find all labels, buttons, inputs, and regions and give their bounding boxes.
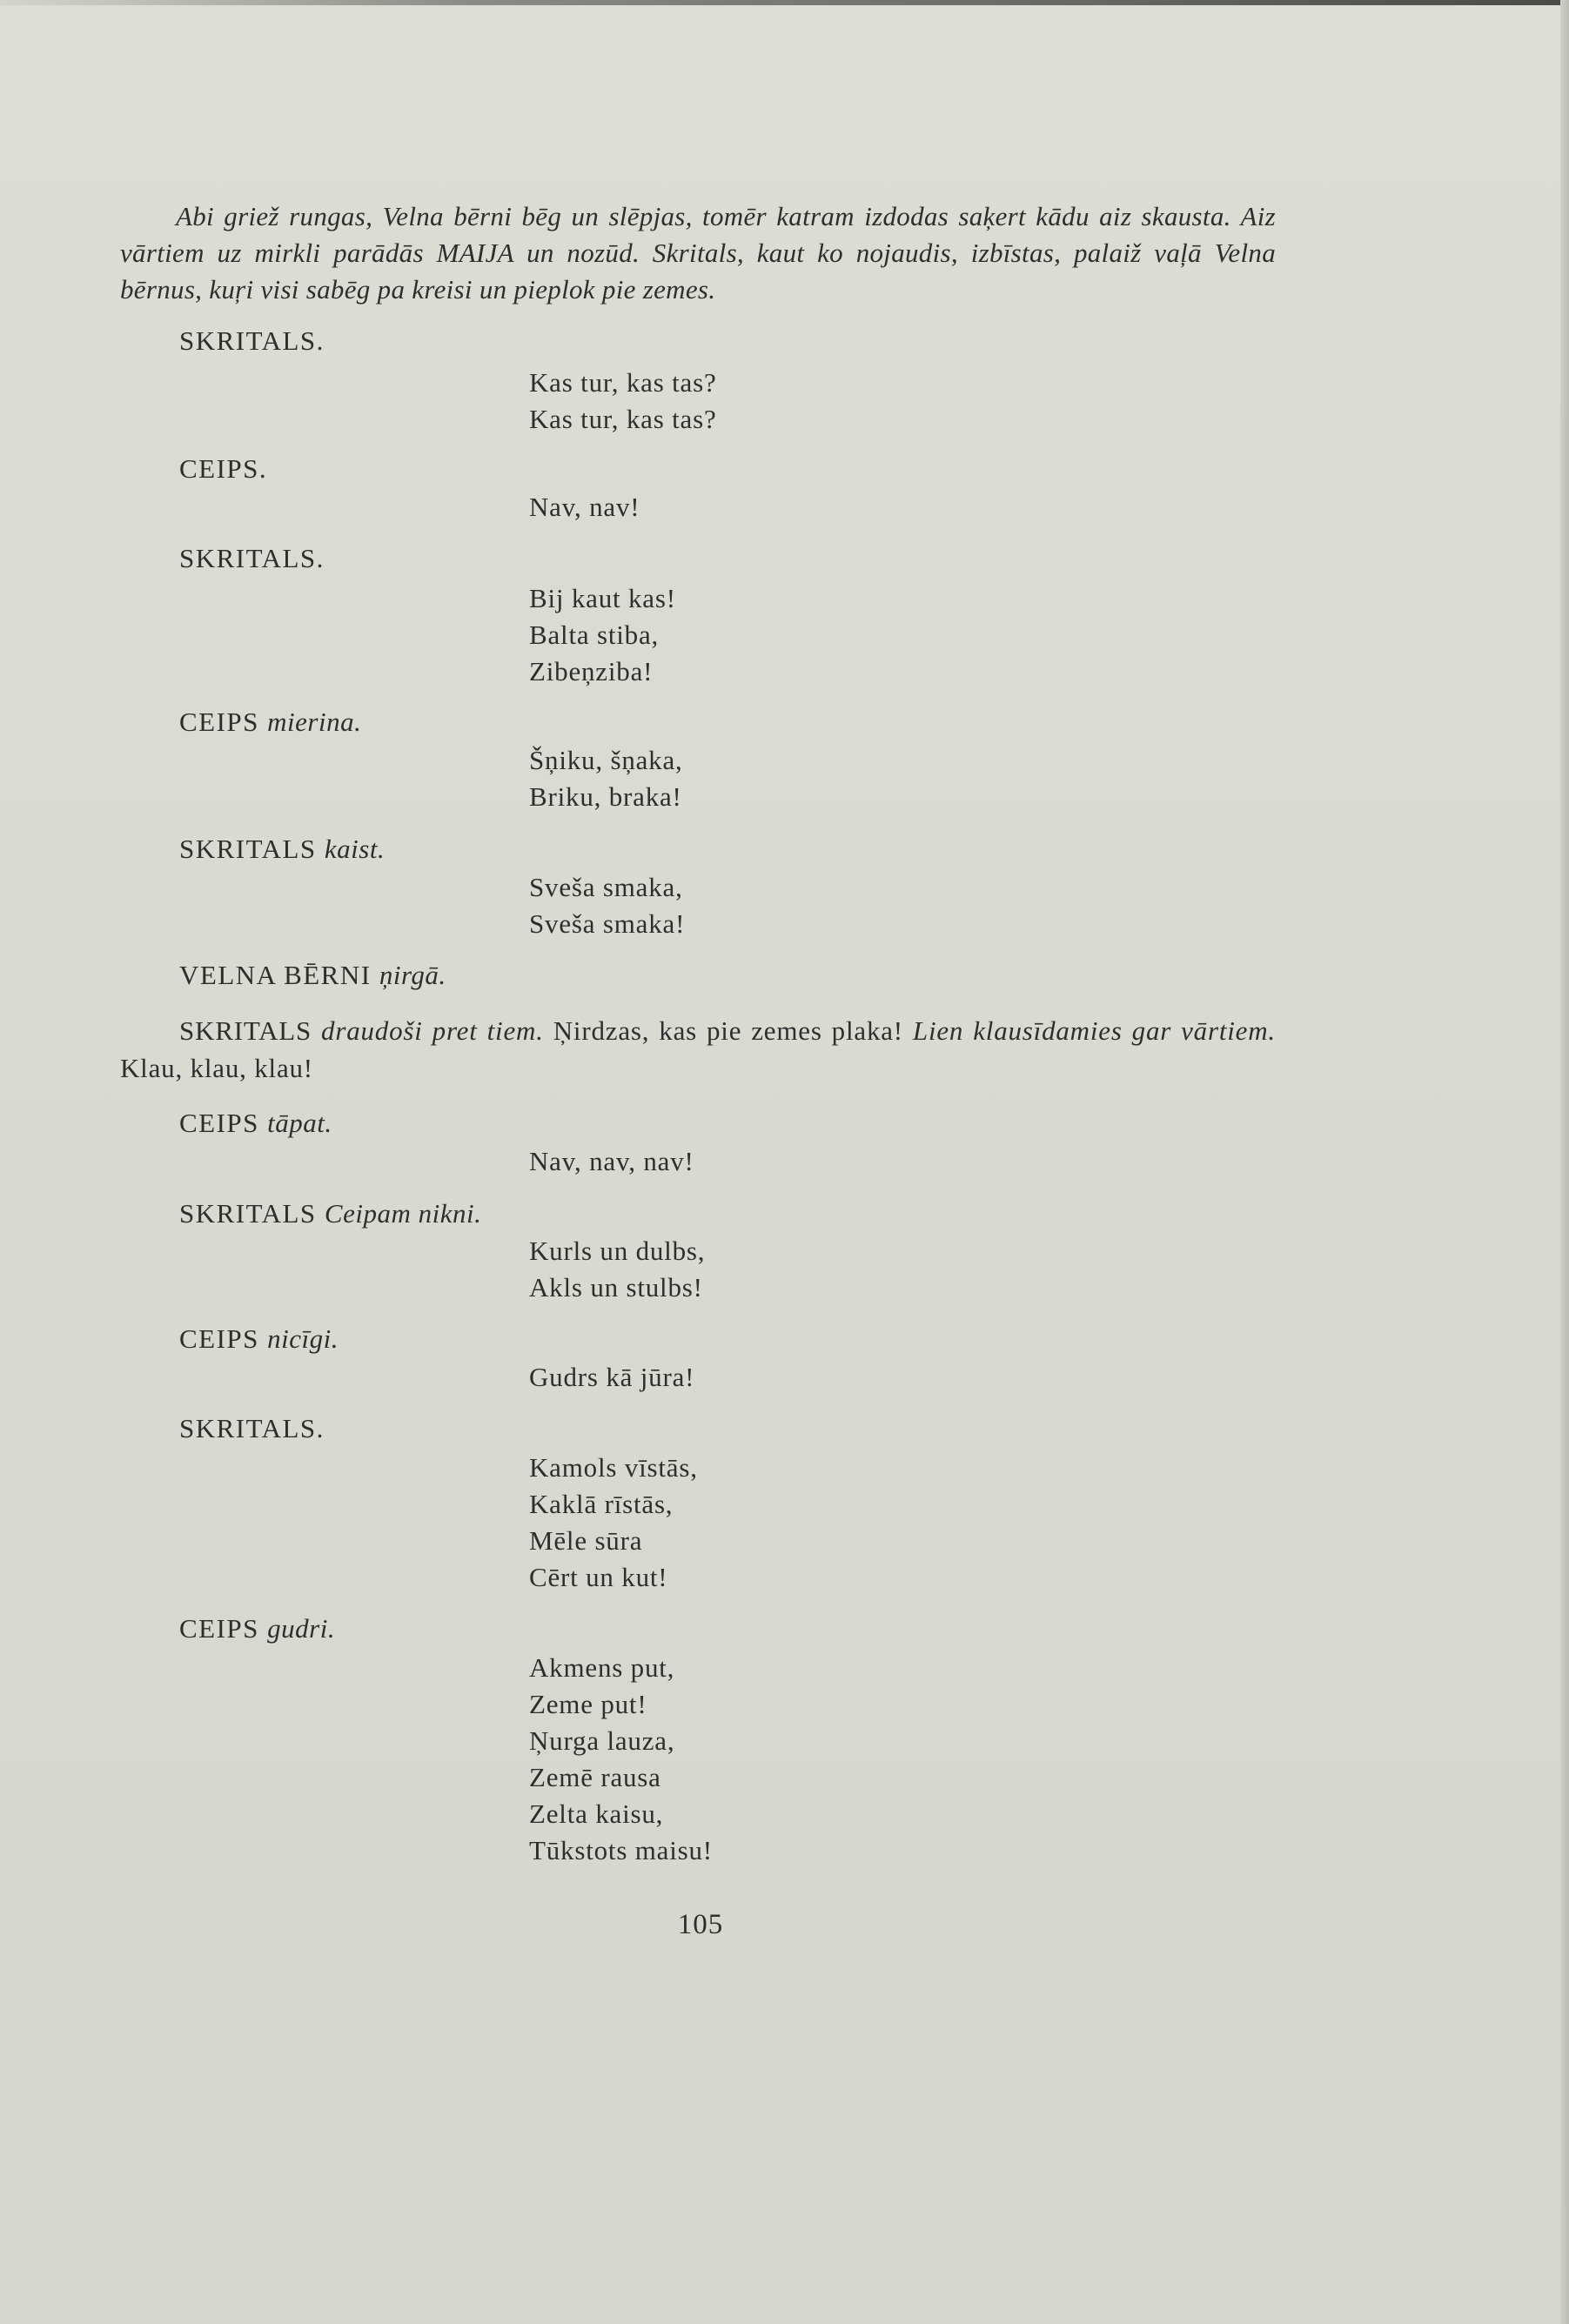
speaker-direction: ņirgā. bbox=[379, 960, 446, 990]
speaker-label: SKRITALS. bbox=[179, 1413, 325, 1443]
verse-line: Ņurga lauza, bbox=[529, 1725, 675, 1756]
verse-line: Cērt un kut! bbox=[529, 1562, 668, 1592]
speaker-label: CEIPS nicīgi. bbox=[179, 1323, 339, 1354]
speaker-direction: draudoši pret tiem. bbox=[321, 1015, 544, 1046]
speech-text: Ņirdzas, kas pie zemes plaka! bbox=[553, 1015, 903, 1046]
verse-line: Kas tur, kas tas? bbox=[529, 404, 717, 434]
speaker-label: CEIPS mierina. bbox=[179, 707, 362, 737]
verse-line: Bij kaut kas! bbox=[529, 583, 676, 613]
verse-line: Mēle sūra bbox=[529, 1525, 643, 1556]
verse-line: Akmens put, bbox=[529, 1652, 675, 1683]
scan-top-edge bbox=[0, 0, 1569, 5]
verse-block bbox=[529, 1450, 698, 1596]
verse-block bbox=[529, 742, 683, 815]
verse-line: Sveša smaka! bbox=[529, 908, 686, 939]
speaker-label: CEIPS tāpat. bbox=[179, 1108, 332, 1138]
verse-block bbox=[529, 1650, 713, 1869]
verse-line: Kaklā rīstās, bbox=[529, 1489, 674, 1519]
verse-line: Zelta kaisu, bbox=[529, 1798, 664, 1829]
speaker-direction: mierina. bbox=[267, 707, 362, 737]
speaker-label: SKRITALS Ceipam nikni. bbox=[179, 1198, 482, 1229]
speaker-direction: tāpat. bbox=[267, 1108, 332, 1138]
stage-direction bbox=[120, 198, 1276, 308]
verse-line: Sveša smaka, bbox=[529, 872, 683, 902]
verse-block bbox=[529, 580, 676, 690]
verse-line: Zeme put! bbox=[529, 1689, 647, 1719]
verse-line: Kurls un dulbs, bbox=[529, 1236, 706, 1266]
stage-direction-text: Abi griež rungas, Velna bērni bēg un slēpjas, tomēr katram izdodas saķert kādu aiz skausta. Aiz vārtiem uz mirkli parādās MAIJA un nozūd. Skritals, kaut ko nojaudis, izbīstas, palaiž vaļā Velna bērnus, kuŗi visi sabēg pa kreisi un pieplok pie zemes. bbox=[120, 201, 1276, 305]
verse-block bbox=[529, 1143, 694, 1180]
verse-line: Tūkstots maisu! bbox=[529, 1835, 713, 1865]
verse-line: Balta stiba, bbox=[529, 620, 660, 650]
speaker-label: CEIPS gudri. bbox=[179, 1613, 336, 1644]
inline-stage-direction: Lien klausīdamies gar vārtiem. bbox=[912, 1015, 1276, 1046]
verse-line: Nav, nav, nav! bbox=[529, 1146, 694, 1176]
speaker-label: CEIPS. bbox=[179, 453, 268, 484]
verse-block bbox=[529, 489, 640, 526]
threat-paragraph: SKRITALS draudoši pret tiem. Ņirdzas, kas pie zemes plaka! Lien klausīdamies gar vārtiem. Klau, klau, klau! bbox=[120, 1015, 1276, 1083]
verse-line: Zemē rausa bbox=[529, 1762, 661, 1792]
verse-line: Zibeņziba! bbox=[529, 656, 654, 686]
verse-block bbox=[529, 1359, 694, 1396]
verse-line: Nav, nav! bbox=[529, 492, 640, 522]
verse-block bbox=[529, 869, 685, 942]
speaker-label: SKRITALS kaist. bbox=[179, 834, 386, 864]
verse-line: Akls un stulbs! bbox=[529, 1272, 703, 1303]
speaker-direction: Ceipam nikni. bbox=[324, 1198, 482, 1229]
speaker-label: SKRITALS. bbox=[179, 325, 325, 356]
verse-line: Kas tur, kas tas? bbox=[529, 367, 717, 398]
speaker-label: VELNA BĒRNI ņirgā. bbox=[179, 960, 446, 990]
speaker-direction: kaist. bbox=[324, 834, 386, 864]
verse-line: Briku, braka! bbox=[529, 781, 682, 812]
page-number: 105 bbox=[677, 1909, 724, 1940]
verse-line: Gudrs kā jūra! bbox=[529, 1362, 695, 1392]
verse-line: Šņiku, šņaka, bbox=[529, 745, 683, 775]
verse-block bbox=[529, 1233, 705, 1306]
speaker-direction: nicīgi. bbox=[267, 1323, 339, 1354]
speaker-label: SKRITALS. bbox=[179, 543, 325, 573]
verse-line: Kamols vīstās, bbox=[529, 1452, 698, 1483]
speaker-direction: gudri. bbox=[267, 1613, 336, 1644]
verse-block bbox=[529, 365, 717, 438]
speech-text: Klau, klau, klau! bbox=[120, 1053, 313, 1083]
scan-right-edge bbox=[1560, 0, 1569, 2324]
